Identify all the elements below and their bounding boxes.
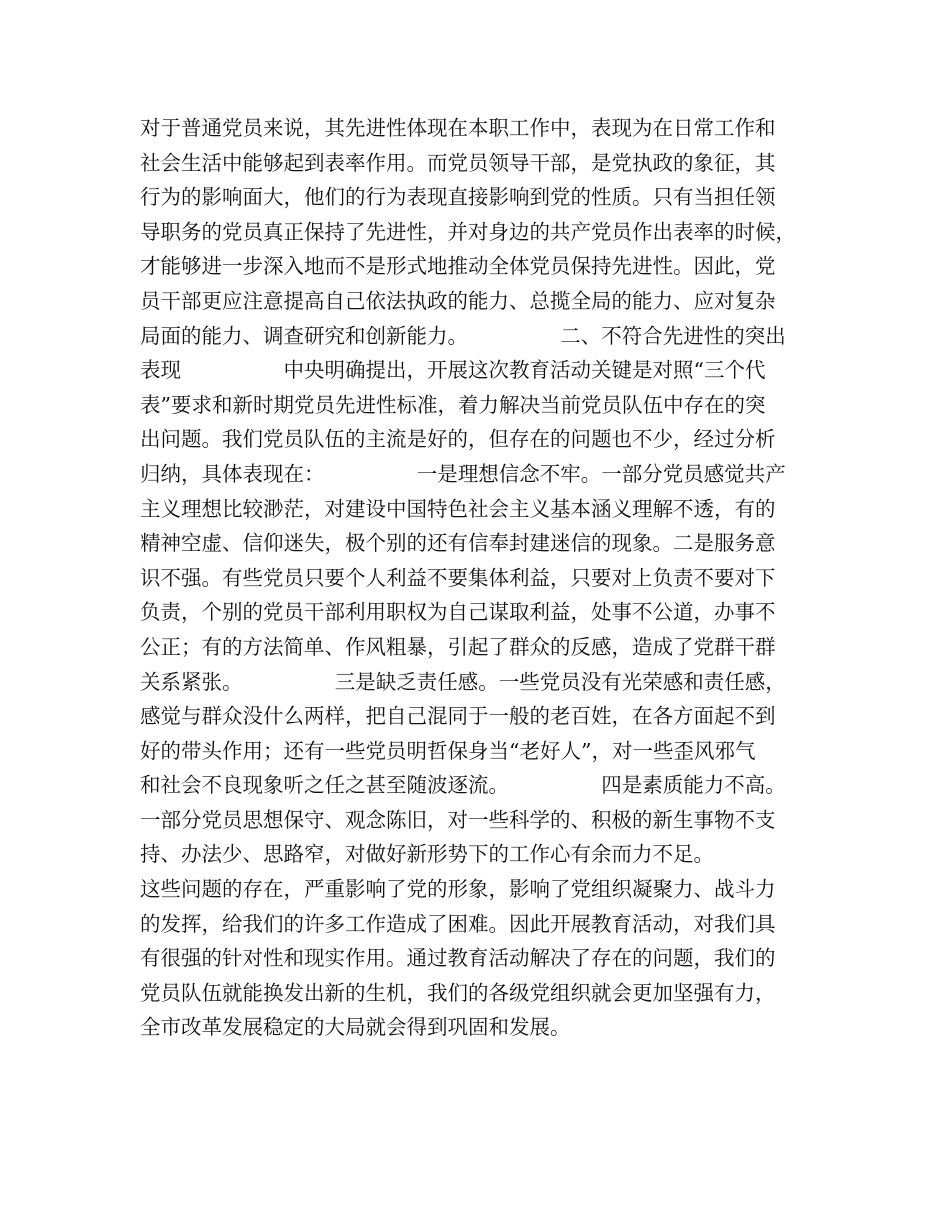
text-line-4: 导职务的党员真正保持了先进性，并对身边的共产党员作出表率的时候，	[140, 219, 796, 244]
text-line-17: 关系紧张。 三是缺乏责任感。一些党员没有光荣感和责任感，	[140, 669, 786, 694]
text-line-22: 持、办法少、思路窄，对做好新形势下的工作心有余而力不足。	[140, 842, 714, 867]
text-line-19: 好的带头作用；还有一些党员明哲保身当“老好人”，对一些歪风邪气	[140, 738, 756, 763]
text-line-9: 表”要求和新时期党员先进性标准，着力解决当前党员队伍中存在的突	[140, 392, 766, 417]
text-line-25: 有很强的针对性和现实作用。通过教育活动解决了存在的问题，我们的	[140, 946, 776, 971]
text-line-23: 这些问题的存在，严重影响了党的形象，影响了党组织凝聚力、战斗力	[140, 877, 776, 902]
text-line-5: 才能够进一步深入地而不是形式地推动全体党员保持先进性。因此，党	[140, 254, 776, 279]
text-line-8: 表现 中央明确提出，开展这次教育活动关键是对照“三个代	[140, 358, 766, 383]
text-line-10: 出问题。我们党员队伍的主流是好的，但存在的问题也不少，经过分析	[140, 427, 776, 452]
text-line-20: 和社会不良现象听之任之甚至随波逐流。 四是素质能力不高。	[140, 773, 786, 798]
text-line-16: 公正；有的方法简单、作风粗暴，引起了群众的反感，造成了党群干群	[140, 634, 776, 659]
text-line-7: 局面的能力、调查研究和创新能力。 二、不符合先进性的突出	[140, 323, 786, 348]
text-line-11: 归纳，具体表现在： 一是理想信念不牢。一部分党员感觉共产	[140, 461, 786, 486]
text-line-6: 员干部更应注意提高自己依法执政的能力、总揽全局的能力、应对复杂	[140, 288, 776, 313]
text-line-13: 精神空虚、信仰迷失，极个别的还有信奉封建迷信的现象。二是服务意	[140, 531, 776, 556]
text-line-1: 对于普通党员来说，其先进性体现在本职工作中，表现为在日常工作和	[140, 116, 776, 140]
text-line-24: 的发挥，给我们的许多工作造成了困难。因此开展教育活动，对我们具	[140, 911, 776, 936]
text-line-14: 识不强。有些党员只要个人利益不要集体利益，只要对上负责不要对下	[140, 565, 776, 590]
text-line-21: 一部分党员思想保守、观念陈旧，对一些科学的、积极的新生事物不支	[140, 807, 776, 832]
text-line-12: 主义理想比较渺茫，对建设中国特色社会主义基本涵义理解不透，有的	[140, 496, 776, 521]
text-line-26: 党员队伍就能换发出新的生机，我们的各级党组织就会更加坚强有力，	[140, 980, 776, 1005]
text-line-15: 负责，个别的党员干部利用职权为自己谋取利益，处事不公道，办事不	[140, 600, 776, 625]
text-line-2: 社会生活中能够起到表率作用。而党员领导干部，是党执政的象征，其	[140, 150, 776, 175]
body-text	[140, 111, 820, 1045]
text-line-3: 行为的影响面大，他们的行为表现直接影响到党的性质。只有当担任领	[140, 185, 776, 210]
text-line-18: 感觉与群众没什么两样，把自己混同于一般的老百姓，在各方面起不到	[140, 704, 776, 729]
text-line-27: 全市改革发展稳定的大局就会得到巩固和发展。	[140, 1015, 571, 1040]
